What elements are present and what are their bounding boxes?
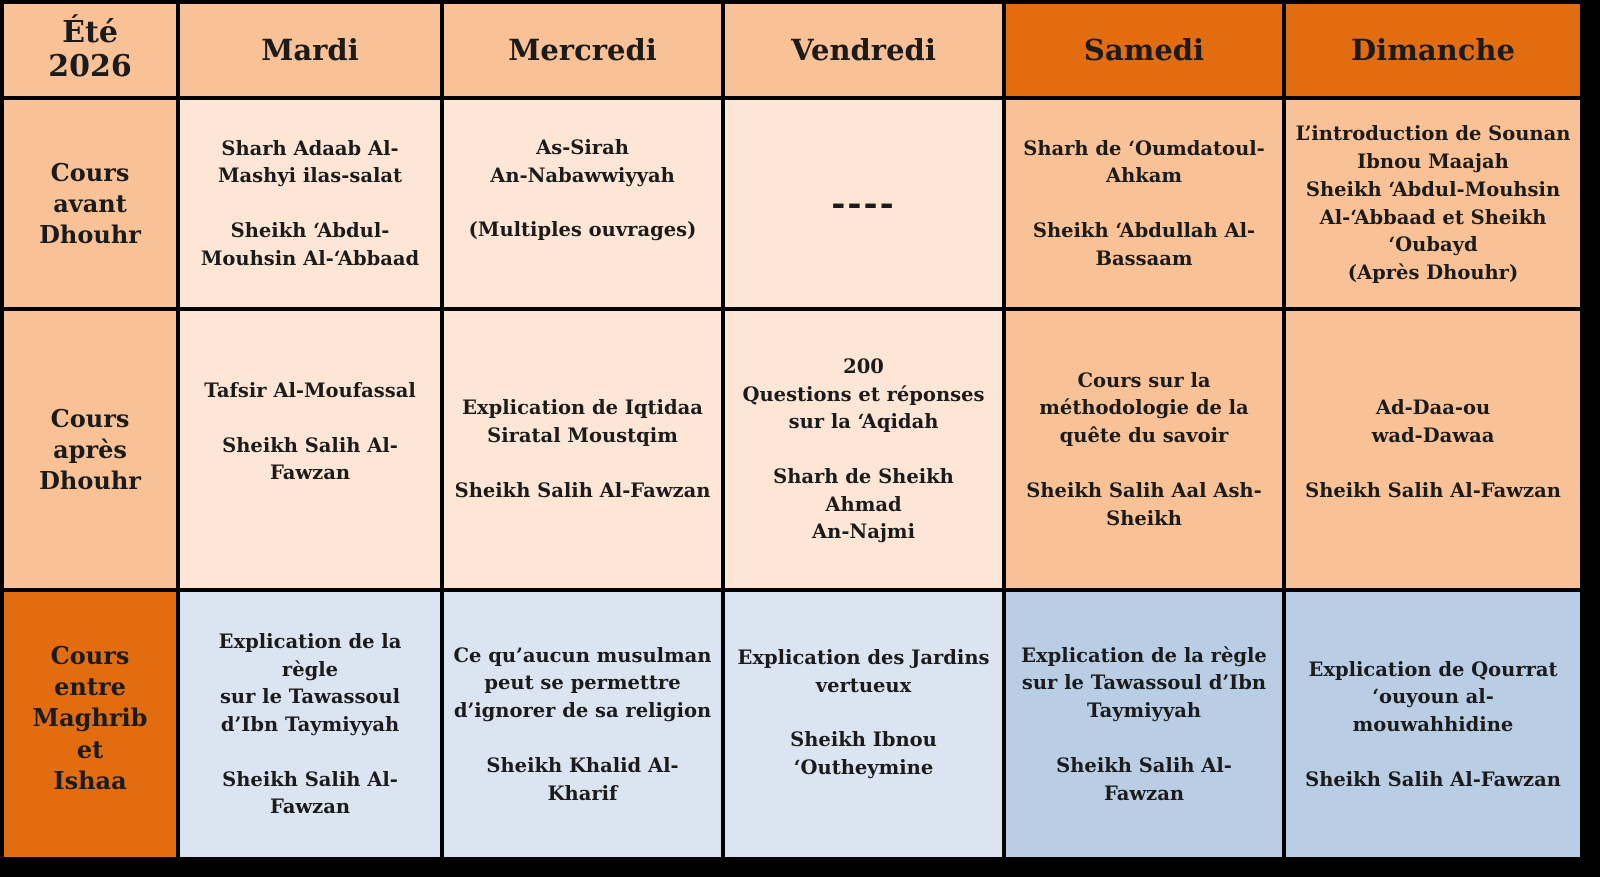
- course-title-line: sur la ‘Aqidah: [788, 410, 939, 434]
- teacher-line: Sheikh Salih Al-Fawzan: [454, 478, 711, 502]
- row-label-line: et: [76, 734, 104, 764]
- day-header-vendredi: Vendredi: [725, 4, 1002, 96]
- row-label-line: Ishaa: [53, 765, 127, 795]
- corner-cell: [4, 4, 176, 96]
- cell-samedi-maghrib-ishaa: [1006, 592, 1282, 857]
- teacher-line: Mouhsin Al-‘Abbaad: [200, 246, 420, 270]
- cell-samedi-apres-dhouhr: [1006, 311, 1282, 588]
- teacher-line: Fawzan: [269, 461, 351, 485]
- day-header-mardi: Mardi: [180, 4, 440, 96]
- cell-vendredi-maghrib-ishaa: [725, 592, 1002, 857]
- teacher-line: Sheikh ‘Abdul-: [230, 219, 390, 242]
- year-label: 2026: [48, 49, 132, 84]
- course-title-line: Explication des Jardins: [737, 646, 990, 669]
- course-title-line: Sharh de ‘Oumdatoul-: [1023, 136, 1265, 160]
- teacher-line: An-Najmi: [812, 520, 915, 544]
- cell-dimanche-apres-dhouhr: [1286, 311, 1580, 588]
- teacher-line: (Multiples ouvrages): [468, 218, 697, 242]
- cell-samedi-avant-dhouhr: [1006, 100, 1282, 307]
- course-title-line: Sharh Adaab Al-: [221, 136, 399, 160]
- teacher-line: Sheikh Salih Al-: [222, 433, 398, 457]
- course-title-line: Ce qu’aucun musulman: [453, 643, 712, 667]
- row-label-line: Cours: [50, 157, 130, 187]
- course-title-line: Explication de Qourrat: [1308, 657, 1558, 681]
- day-header-mercredi: Mercredi: [444, 4, 721, 96]
- cell-mardi-maghrib-ishaa: [180, 592, 440, 857]
- course-title-line: sur le Tawassoul d’Ibn: [1021, 671, 1267, 695]
- teacher-line: Sheikh: [1106, 506, 1182, 530]
- course-title-line: Explication de la règle: [218, 629, 402, 681]
- cell-vendredi-apres-dhouhr: [725, 311, 1002, 588]
- teacher-line: Sharh de Sheikh Ahmad: [773, 465, 954, 516]
- course-title-line: Cours sur la: [1077, 368, 1211, 392]
- teacher-line: Sheikh Salih Aal Ash-: [1026, 478, 1262, 502]
- course-title-line: Mashyi ilas-salat: [217, 164, 403, 188]
- course-title-line: Explication de Iqtidaa: [462, 396, 703, 420]
- row-label-line: après: [53, 434, 127, 464]
- cell-dimanche-avant-dhouhr: [1286, 100, 1580, 307]
- teacher-line: Sheikh Khalid Al-Kharif: [486, 753, 679, 805]
- row-label-line: Dhouhr: [39, 466, 141, 496]
- course-title-line: Ibnou Maajah: [1357, 150, 1509, 174]
- course-title-line: quête du savoir: [1059, 424, 1229, 448]
- teacher-line: Sheikh Ibnou: [790, 728, 937, 752]
- course-title-line: Ad-Daa-ou: [1375, 396, 1491, 420]
- empty-placeholder: ----: [831, 183, 896, 224]
- course-title-line: Explication de la règle: [1021, 643, 1267, 667]
- course-title-line: peut se permettre: [484, 671, 681, 695]
- course-title-line: Ahkam: [1105, 164, 1183, 188]
- row-label-line: avant: [53, 188, 127, 218]
- season-label: Été: [62, 15, 118, 51]
- teacher-line: Al-‘Abbaad et Sheikh: [1319, 205, 1547, 229]
- course-title-line: An-Nabawwiyyah: [490, 163, 675, 187]
- cell-mercredi-maghrib-ishaa: [444, 592, 721, 857]
- course-title-line: sur le Tawassoul: [219, 685, 401, 709]
- teacher-line: Sheikh Salih Al-: [1056, 753, 1232, 777]
- teacher-line: Bassaam: [1095, 246, 1193, 270]
- teacher-line: ‘Oubayd: [1388, 233, 1478, 257]
- teacher-line: Sheikh Salih Al-Fawzan: [1305, 478, 1561, 502]
- teacher-line: Fawzan: [269, 795, 351, 819]
- row-label-line: Cours: [50, 403, 130, 433]
- day-header-dimanche: Dimanche: [1286, 4, 1580, 96]
- course-title-line: d’Ibn Taymiyyah: [220, 713, 400, 736]
- course-title-line: d’ignorer de sa religion: [453, 699, 712, 723]
- course-title-line: Siratal Moustqim: [487, 424, 678, 448]
- row-header-apres-dhouhr: [4, 311, 176, 588]
- course-title-line: Taymiyyah: [1086, 699, 1202, 723]
- course-title-line: Tafsir Al-Moufassal: [204, 379, 416, 402]
- course-title-line: vertueux: [815, 673, 912, 697]
- course-title-line: L’introduction de Sounan: [1295, 122, 1571, 146]
- course-title-line: mouwahhidine: [1352, 713, 1514, 736]
- course-title-line: méthodologie de la: [1039, 396, 1249, 420]
- row-header-avant-dhouhr: [4, 100, 176, 307]
- cell-mercredi-apres-dhouhr: [444, 311, 721, 588]
- cell-mercredi-avant-dhouhr: [444, 100, 721, 307]
- row-label-line: Maghrib: [32, 703, 148, 733]
- teacher-line: Sheikh ‘Abdul-Mouhsin: [1305, 177, 1561, 201]
- row-label-line: Cours entre: [50, 641, 130, 702]
- cell-mardi-avant-dhouhr: [180, 100, 440, 307]
- course-title-line: wad-Dawaa: [1371, 424, 1495, 448]
- cell-dimanche-maghrib-ishaa: [1286, 592, 1580, 857]
- cell-mardi-apres-dhouhr: [180, 311, 440, 588]
- course-title-line: ‘ouyoun al-: [1372, 685, 1494, 709]
- teacher-line: Sheikh Salih Al-Fawzan: [1305, 767, 1561, 791]
- day-header-samedi: Samedi: [1006, 4, 1282, 96]
- teacher-line: ‘Outheymine: [793, 756, 934, 780]
- row-header-maghrib-ishaa: [4, 592, 176, 857]
- course-title-line: 200: [843, 354, 884, 378]
- row-label-line: Dhouhr: [39, 220, 141, 250]
- course-title-line: Questions et réponses: [742, 382, 985, 406]
- teacher-line: Sheikh ‘Abdullah Al-: [1032, 219, 1256, 242]
- course-title-line: As-Sirah: [536, 136, 629, 159]
- teacher-line: Fawzan: [1103, 781, 1185, 805]
- teacher-line: Sheikh Salih Al-: [222, 767, 398, 791]
- course-note: (Après Dhouhr): [1347, 260, 1519, 284]
- cell-vendredi-avant-dhouhr: [725, 100, 1002, 307]
